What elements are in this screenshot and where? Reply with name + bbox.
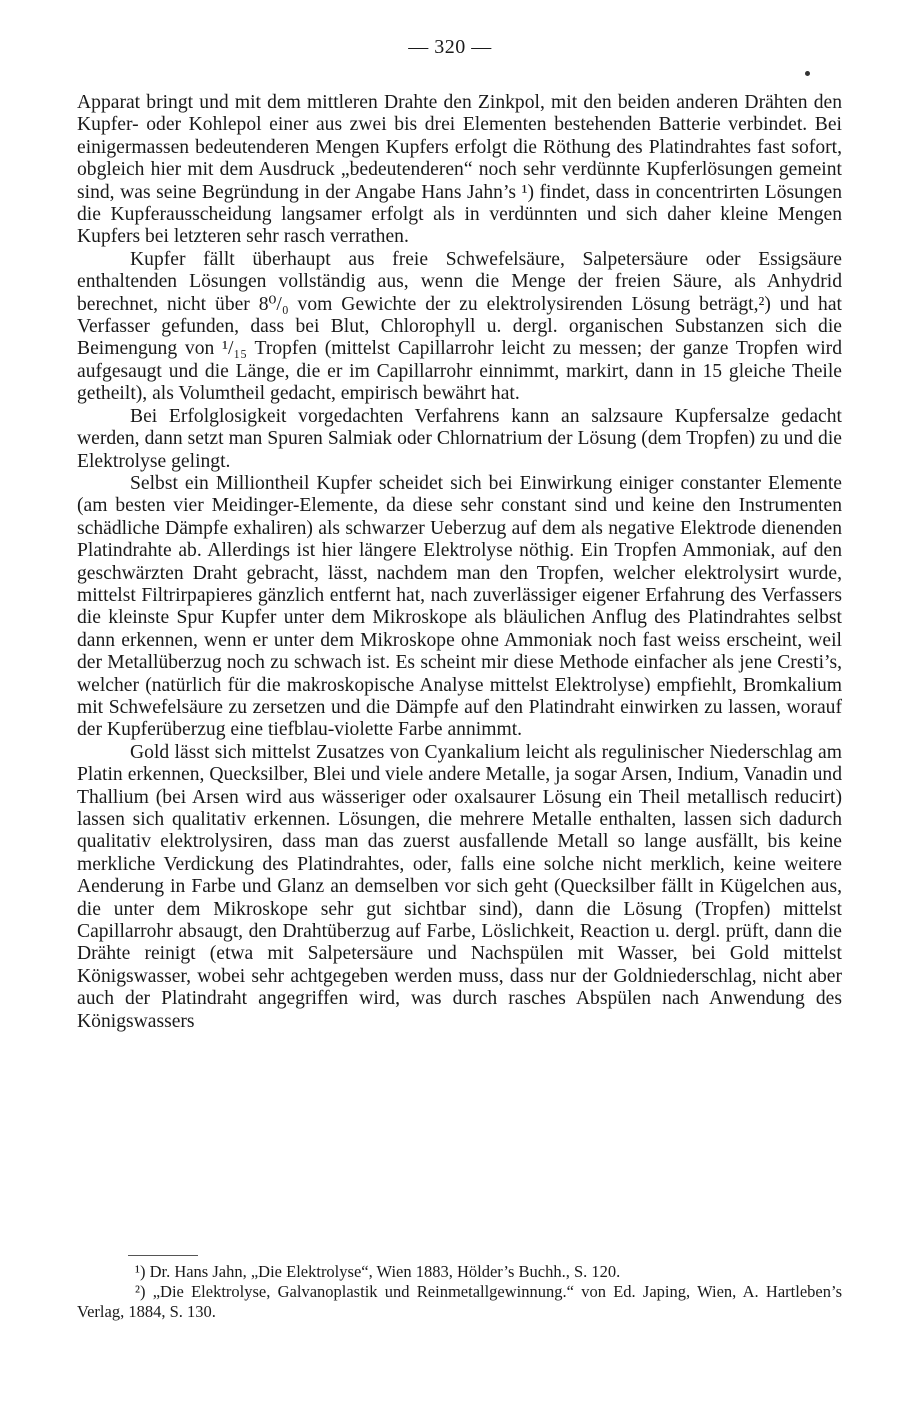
footnotes bbox=[77, 1262, 842, 1322]
paragraph-2: Kupfer fällt überhaupt aus freie Schwefelsäure, Salpetersäure oder Essigsäure enthaltenden Lösungen vollständig aus, wenn die Menge der freien Säure, als Anhydrid berechnet, nicht über 8⁰/₀ vom Gewichte der zu elektrolysirenden Lösung beträgt,²) und hat Verfasser gefunden, dass bei Blut, Chlorophyll u. dergl. organischen Substanzen sich die Beimengung von ¹/₁₅ Tropfen (mittelst Capillarrohr leicht zu messen; der ganze Tropfen wird aufgesaugt und die Länge, die er im Capillarrohr einnimmt, markirt, dann in 15 gleiche Theile getheilt), als Volumtheil gedacht, empirisch bewährt hat. bbox=[77, 248, 842, 405]
ink-dot-mark bbox=[805, 71, 810, 76]
paragraph-4: Selbst ein Milliontheil Kupfer scheidet sich bei Einwirkung einiger constanter Elemente (am besten vier Meidinger-Elemente, da diese sehr constant sind und keine den Instrumenten schädliche Dämpfe exhaliren) als schwarzer Ueberzug auf dem als negative Elektrode dienenden Platindrahte ab. Allerdings ist hier längere Elektrolyse nöthig. Ein Tropfen Ammoniak, auf den geschwärzten Draht gebracht, lässt, nachdem man den Tropfen, welcher elektrolysirt wurde, mittelst Filtrirpapieres gänzlich entfernt hat, nach zuverlässiger eigener Erfahrung des Verfassers die kleinste Spur Kupfer unter dem Mikroskope als bläulichen Anflug des Platindrahtes selbst dann erkennen, wenn er unter dem Mikroskope ohne Ammoniak noch fast weiss erscheint, weil der Metallüberzug noch zu schwach ist. Es scheint mir diese Methode einfacher als jene Cresti’s, welcher (natürlich für die makroskopische Analyse mittelst Elektrolyse) empfiehlt, Bromkalium mit Schwefelsäure zu zersetzen und die Dämpfe auf den Platindraht einwirken zu lassen, worauf der Kupferüberzug eine tiefblau-violette Farbe annimmt. bbox=[77, 472, 842, 741]
page-number: — 320 — bbox=[408, 36, 492, 58]
paragraph-1: Apparat bringt und mit dem mittleren Drahte den Zinkpol, mit den beiden anderen Drähten den Kupfer- oder Kohlepol einer aus zwei bis drei Elementen bestehenden Batterie verbindet. Bei einigermassen bedeutenderen Mengen Kupfers erfolgt die Röthung des Platindrahtes fast sofort, obgleich hier mit dem Ausdruck „bedeutenderen“ noch sehr verdünnte Kupferlösungen gemeint sind, was seine Begründung in der Angabe Hans Jahn’s ¹) findet, dass in concentrirten Lösungen die Kupferausscheidung langsamer erfolgt als in verdünnten und sich daher kleine Mengen Kupfers bei letzteren sehr rasch verrathen. bbox=[77, 92, 842, 248]
paragraph-3: Bei Erfolglosigkeit vorgedachten Verfahrens kann an salzsaure Kupfersalze gedacht werden, dann setzt man Spuren Salmiak oder Chlornatrium der Lösung (dem Tropfen) zu und die Elektrolyse gelingt. bbox=[77, 405, 842, 472]
body-text bbox=[77, 92, 842, 1033]
footnote-rule bbox=[128, 1255, 198, 1256]
footnote-2: ²) „Die Elektrolyse, Galvanoplastik und Reinmetallgewinnung.“ von Ed. Japing, Wien, A. Hartleben’s Verlag, 1884, S. 130. bbox=[77, 1282, 842, 1321]
footnote-1: ¹) Dr. Hans Jahn, „Die Elektrolyse“, Wien 1883, Hölder’s Buchh., S. 120. bbox=[135, 1262, 621, 1281]
paragraph-5: Gold lässt sich mittelst Zusatzes von Cyankalium leicht als regulinischer Niederschlag am Platin erkennen, Quecksilber, Blei und viele andere Metalle, ja sogar Arsen, Indium, Vanadin und Thallium (bei Arsen wird aus wässeriger oder oxalsaurer Lösung ein Theil metallisch reducirt) lassen sich qualitativ erkennen. Lösungen, die mehrere Metalle enthalten, lassen sich dadurch qualitativ elektrolysiren, dass man das zuerst ausfallende Metall so lange ausfällt, bis keine merkliche Verdickung des Platindrahtes, oder, falls eine solche nicht merklich, keine weitere Aenderung in Farbe und Glanz an demselben vor sich geht (Quecksilber fällt in Kügelchen aus, die unter dem Mikroskope sehr gut sichtbar sind), dann die Lösung (Tropfen) mittelst Capillarrohr absaugt, den Drahtüberzug auf Farbe, Löslichkeit, Reaction u. dergl. prüft, dann die Drähte reinigt (etwa mit Salpetersäure und Nachspülen mit Wasser, bei Gold mittelst Königswasser, wobei sehr achtgegeben werden muss, dass nur der Goldniederschlag, nicht aber auch der Platindraht angegriffen wird, was durch rasches Abspülen nach Anwendung des Königswassers bbox=[77, 741, 842, 1032]
